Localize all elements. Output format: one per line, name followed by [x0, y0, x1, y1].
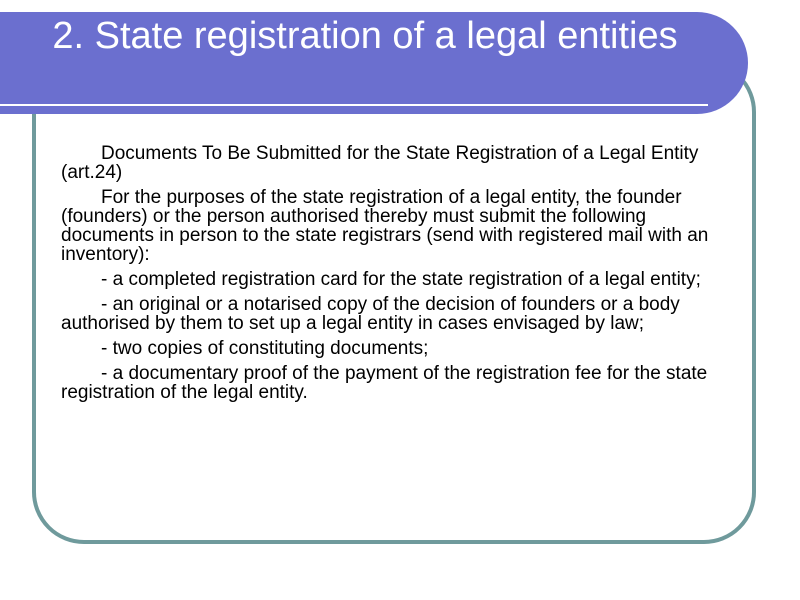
body-paragraph-heading: Documents To Be Submitted for the State Registration of a Legal Entity (art.24)	[61, 143, 699, 183]
title-underline	[0, 104, 708, 106]
body-list-item-fee-proof: - a documentary proof of the payment of the registration fee for the state registration of the legal entity.	[61, 363, 708, 403]
slide-body	[61, 144, 743, 408]
body-list-item-constituting-documents: - two copies of constituting documents;	[101, 338, 429, 359]
body-list-item-founders-decision: - an original or a notarised copy of the decision of founders or a body authorised by them to set up a legal entity in cases envisaged by law;	[61, 294, 680, 334]
body-list-item-registration-card: - a completed registration card for the state registration of a legal entity;	[101, 269, 701, 290]
slide-title: 2. State registration of a legal entities	[52, 15, 678, 57]
body-paragraph-intro: For the purposes of the state registration of a legal entity, the founder (founders) or the person authorised thereby must submit the following documents in person to the state registrars (send with registered mail with an inventory):	[61, 187, 709, 265]
